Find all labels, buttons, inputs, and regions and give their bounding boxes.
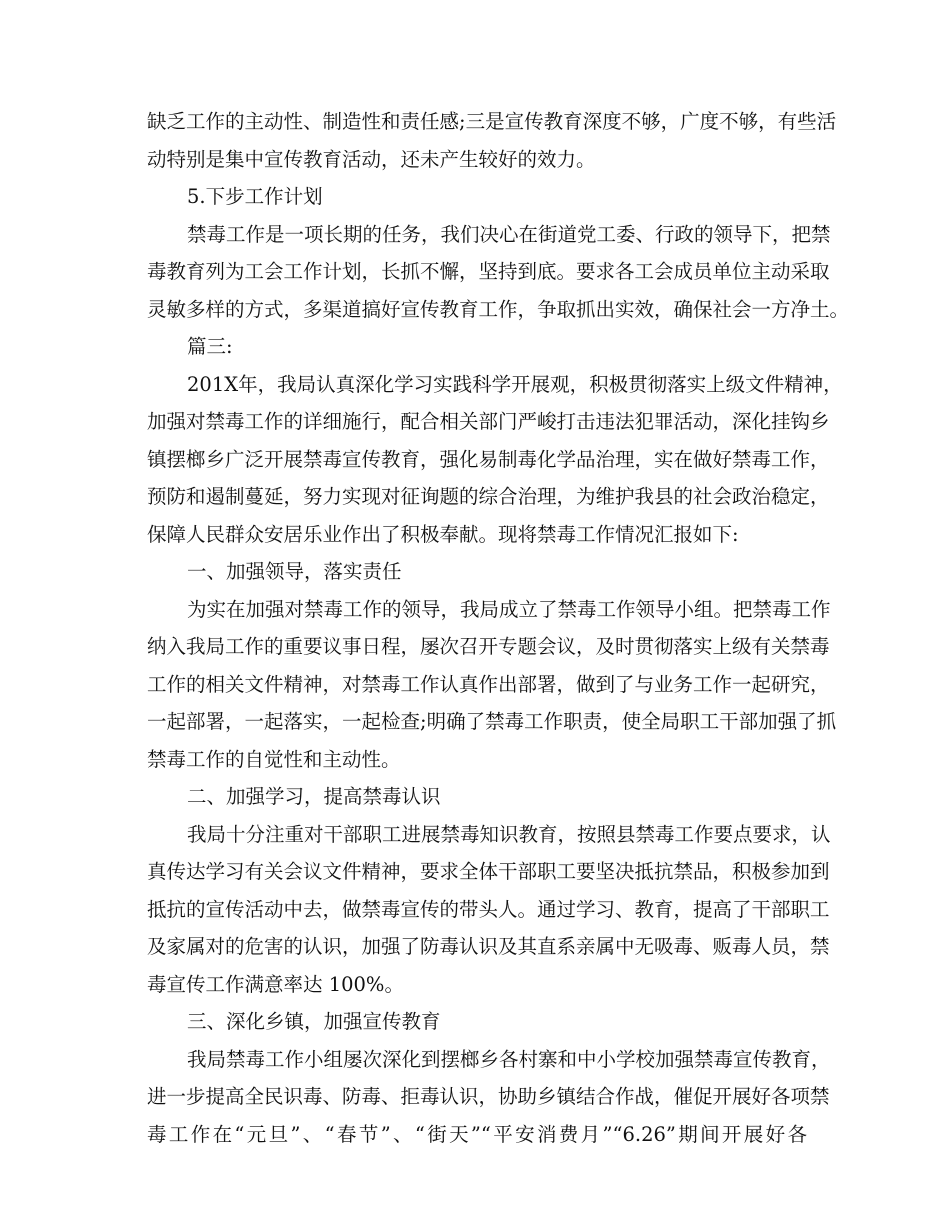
paragraph-line: 保障人民群众安居乐业作出了积极奉献。现将禁毒工作情况汇报如下: [147,522,739,546]
paragraph-line: 毒工作在“元旦”、“春节”、“街天”“平安消费月”“6.26”期间开展好各 [147,1122,807,1146]
paragraph-line: 工作的相关文件精神，对禁毒工作认真作出部署，做到了与业务工作一起研究， [147,672,830,696]
paragraph-line: 预防和遏制蔓延，努力实现对征询题的综合治理，为维护我县的社会政治稳定， [147,485,830,508]
paragraph-line: 镇摆榔乡广泛开展禁毒宣传教育，强化易制毒化学品治理，实在做好禁毒工作， [147,447,830,471]
paragraph-line: 动特别是集中宣传教育活动，还未产生较好的效力。 [147,147,596,171]
paragraph-line: 毒宣传工作满意率达 100%。 [147,972,404,996]
paragraph-line: 进一步提高全民识毒、防毒、拒毒认识，协助乡镇结合作战，催促开展好各项禁 [147,1085,830,1108]
section-heading: 一、加强领导，落实责任 [187,560,402,583]
paragraph-line: 及家属对的危害的认识，加强了防毒认识及其直系亲属中无吸毒、贩毒人员，禁 [147,935,830,958]
paragraph-line: 加强对禁毒工作的详细施行，配合相关部门严峻打击违法犯罪活动，深化挂钩乡 [147,410,830,433]
paragraph-line: 灵敏多样的方式，多渠道搞好宣传教育工作，争取抓出实效，确保社会一方净土。 [147,297,850,321]
paragraph-line: 禁毒工作的自觉性和主动性。 [147,747,401,771]
section-heading: 篇三: [187,335,233,358]
paragraph-line: 为实在加强对禁毒工作的领导，我局成立了禁毒工作领导小组。把禁毒工作 [187,597,831,621]
paragraph-line: 抵抗的宣传活动中去，做禁毒宣传的带头人。通过学习、教育，提高了干部职工 [147,897,830,921]
document-body [147,107,850,1157]
paragraph-line: 毒教育列为工会工作计划，长抓不懈，坚持到底。要求各工会成员单位主动采取 [147,260,830,283]
paragraph-line: 我局十分注重对干部职工进展禁毒知识教育，按照县禁毒工作要点要求，认 [187,822,831,846]
paragraph-line: 缺乏工作的主动性、制造性和责任感;三是宣传教育深度不够，广度不够，有些活 [147,110,837,133]
paragraph-line: 纳入我局工作的重要议事日程，屡次召开专题会议，及时贯彻落实上级有关禁毒 [147,635,830,658]
paragraph-line: 真传达学习有关会议文件精神，要求全体干部职工要坚决抵抗禁品，积极参加到 [147,860,830,883]
section-heading: 二、加强学习，提高禁毒认识 [187,785,441,808]
paragraph-line: 我局禁毒工作小组屡次深化到摆榔乡各村寨和中小学校加强禁毒宣传教育， [187,1047,831,1071]
paragraph-line: 禁毒工作是一项长期的任务，我们决心在街道党工委、行政的领导下，把禁 [187,222,831,246]
section-heading: 三、深化乡镇，加强宣传教育 [187,1010,441,1033]
paragraph-line: 201X年，我局认真深化学习实践科学开展观，积极贯彻落实上级文件精神， [187,372,843,396]
section-heading: 5.下步工作计划 [187,185,323,208]
paragraph-line: 一起部署，一起落实，一起检查;明确了禁毒工作职责，使全局职工干部加强了抓 [147,710,837,733]
